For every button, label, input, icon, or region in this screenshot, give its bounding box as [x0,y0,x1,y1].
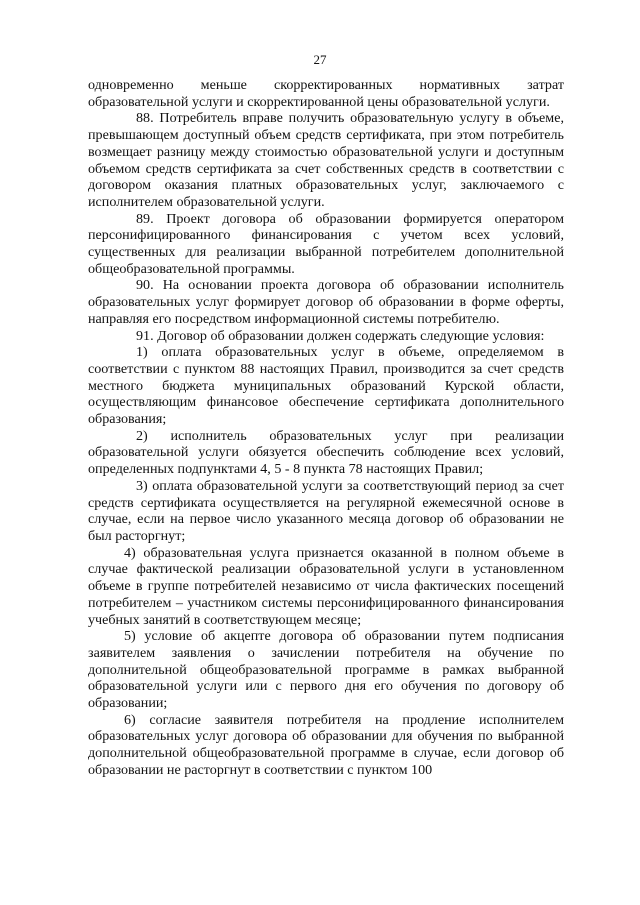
subitem-1: 1) оплата образовательных услуг в объеме, определяемом в соответствии с пунктом 88 настоящих Правил, производится за счет средств местного бюджета муниципальных образований Курской области, осуществляющим финансовое обеспечение сертификата дополнительного образования; [88,344,564,428]
subitem-6: 6) согласие заявителя потребителя на продление исполнителем образовательных услуг договора об образовании для обучения по выбранной дополнительной общеобразовательной программе в случае, если договор об образовании не расторгнут в соответствии с пунктом 100 [88,711,564,778]
subitem-3: 3) оплата образовательной услуги за соответствующий период за счет средств сертификата осуществляется на регулярной ежемесячной основе в случае, если на первое число указанного месяца договор об образовании не был расторгнут; [88,477,564,544]
paragraph-continuation: одновременно меньше скорректированных нормативных затрат образовательной услуги и скорректированной цены образовательной услуги. [88,77,564,110]
paragraph-91: 91. Договор об образовании должен содержать следующие условия: [136,327,545,344]
paragraph-88: 88. Потребитель вправе получить образовательную услугу в объеме, превышающем доступный объем средств сертификата, при этом потребитель возмещает разницу между стоимостью образовательной услуги и доступным объемом средств сертификата за счет собственных средств в соответствии с договором оказания платных образовательных услуг, заключаемого с исполнителем образовательной услуги. [88,110,564,210]
body-text [88,77,564,779]
subitem-4: 4) образовательная услуга признается оказанной в полном объеме в случае фактической реализации образовательной услуги в установленном объеме в группе потребителей независимо от числа фактических посещений потребителем – участником системы персонифицированного финансирования учебных занятий в соответствующем месяце; [88,544,564,628]
paragraph-89: 89. Проект договора об образовании формируется оператором персонифицированного финансирования с учетом всех условий, существенных для реализации выбранной потребителем дополнительной общеобразовательной программы. [88,210,564,277]
subitem-2: 2) исполнитель образовательных услуг при реализации образовательной услуги обязуется обеспечить соблюдение всех условий, определенных подпунктами 4, 5 - 8 пункта 78 настоящих Правил; [88,427,564,478]
paragraph-90: 90. На основании проекта договора об образовании исполнитель образовательных услуг формирует договор об образовании в форме оферты, направляя его посредством информационной системы потребителю. [88,277,564,327]
subitem-5: 5) условие об акцепте договора об образовании путем подписания заявителем заявления о зачислении потребителя на обучение по дополнительной общеобразовательной программе в рамках выбранной образовательной услуги или с первого дня его обучения по договору об образовании; [88,628,564,712]
page-number: 27 [313,52,327,67]
